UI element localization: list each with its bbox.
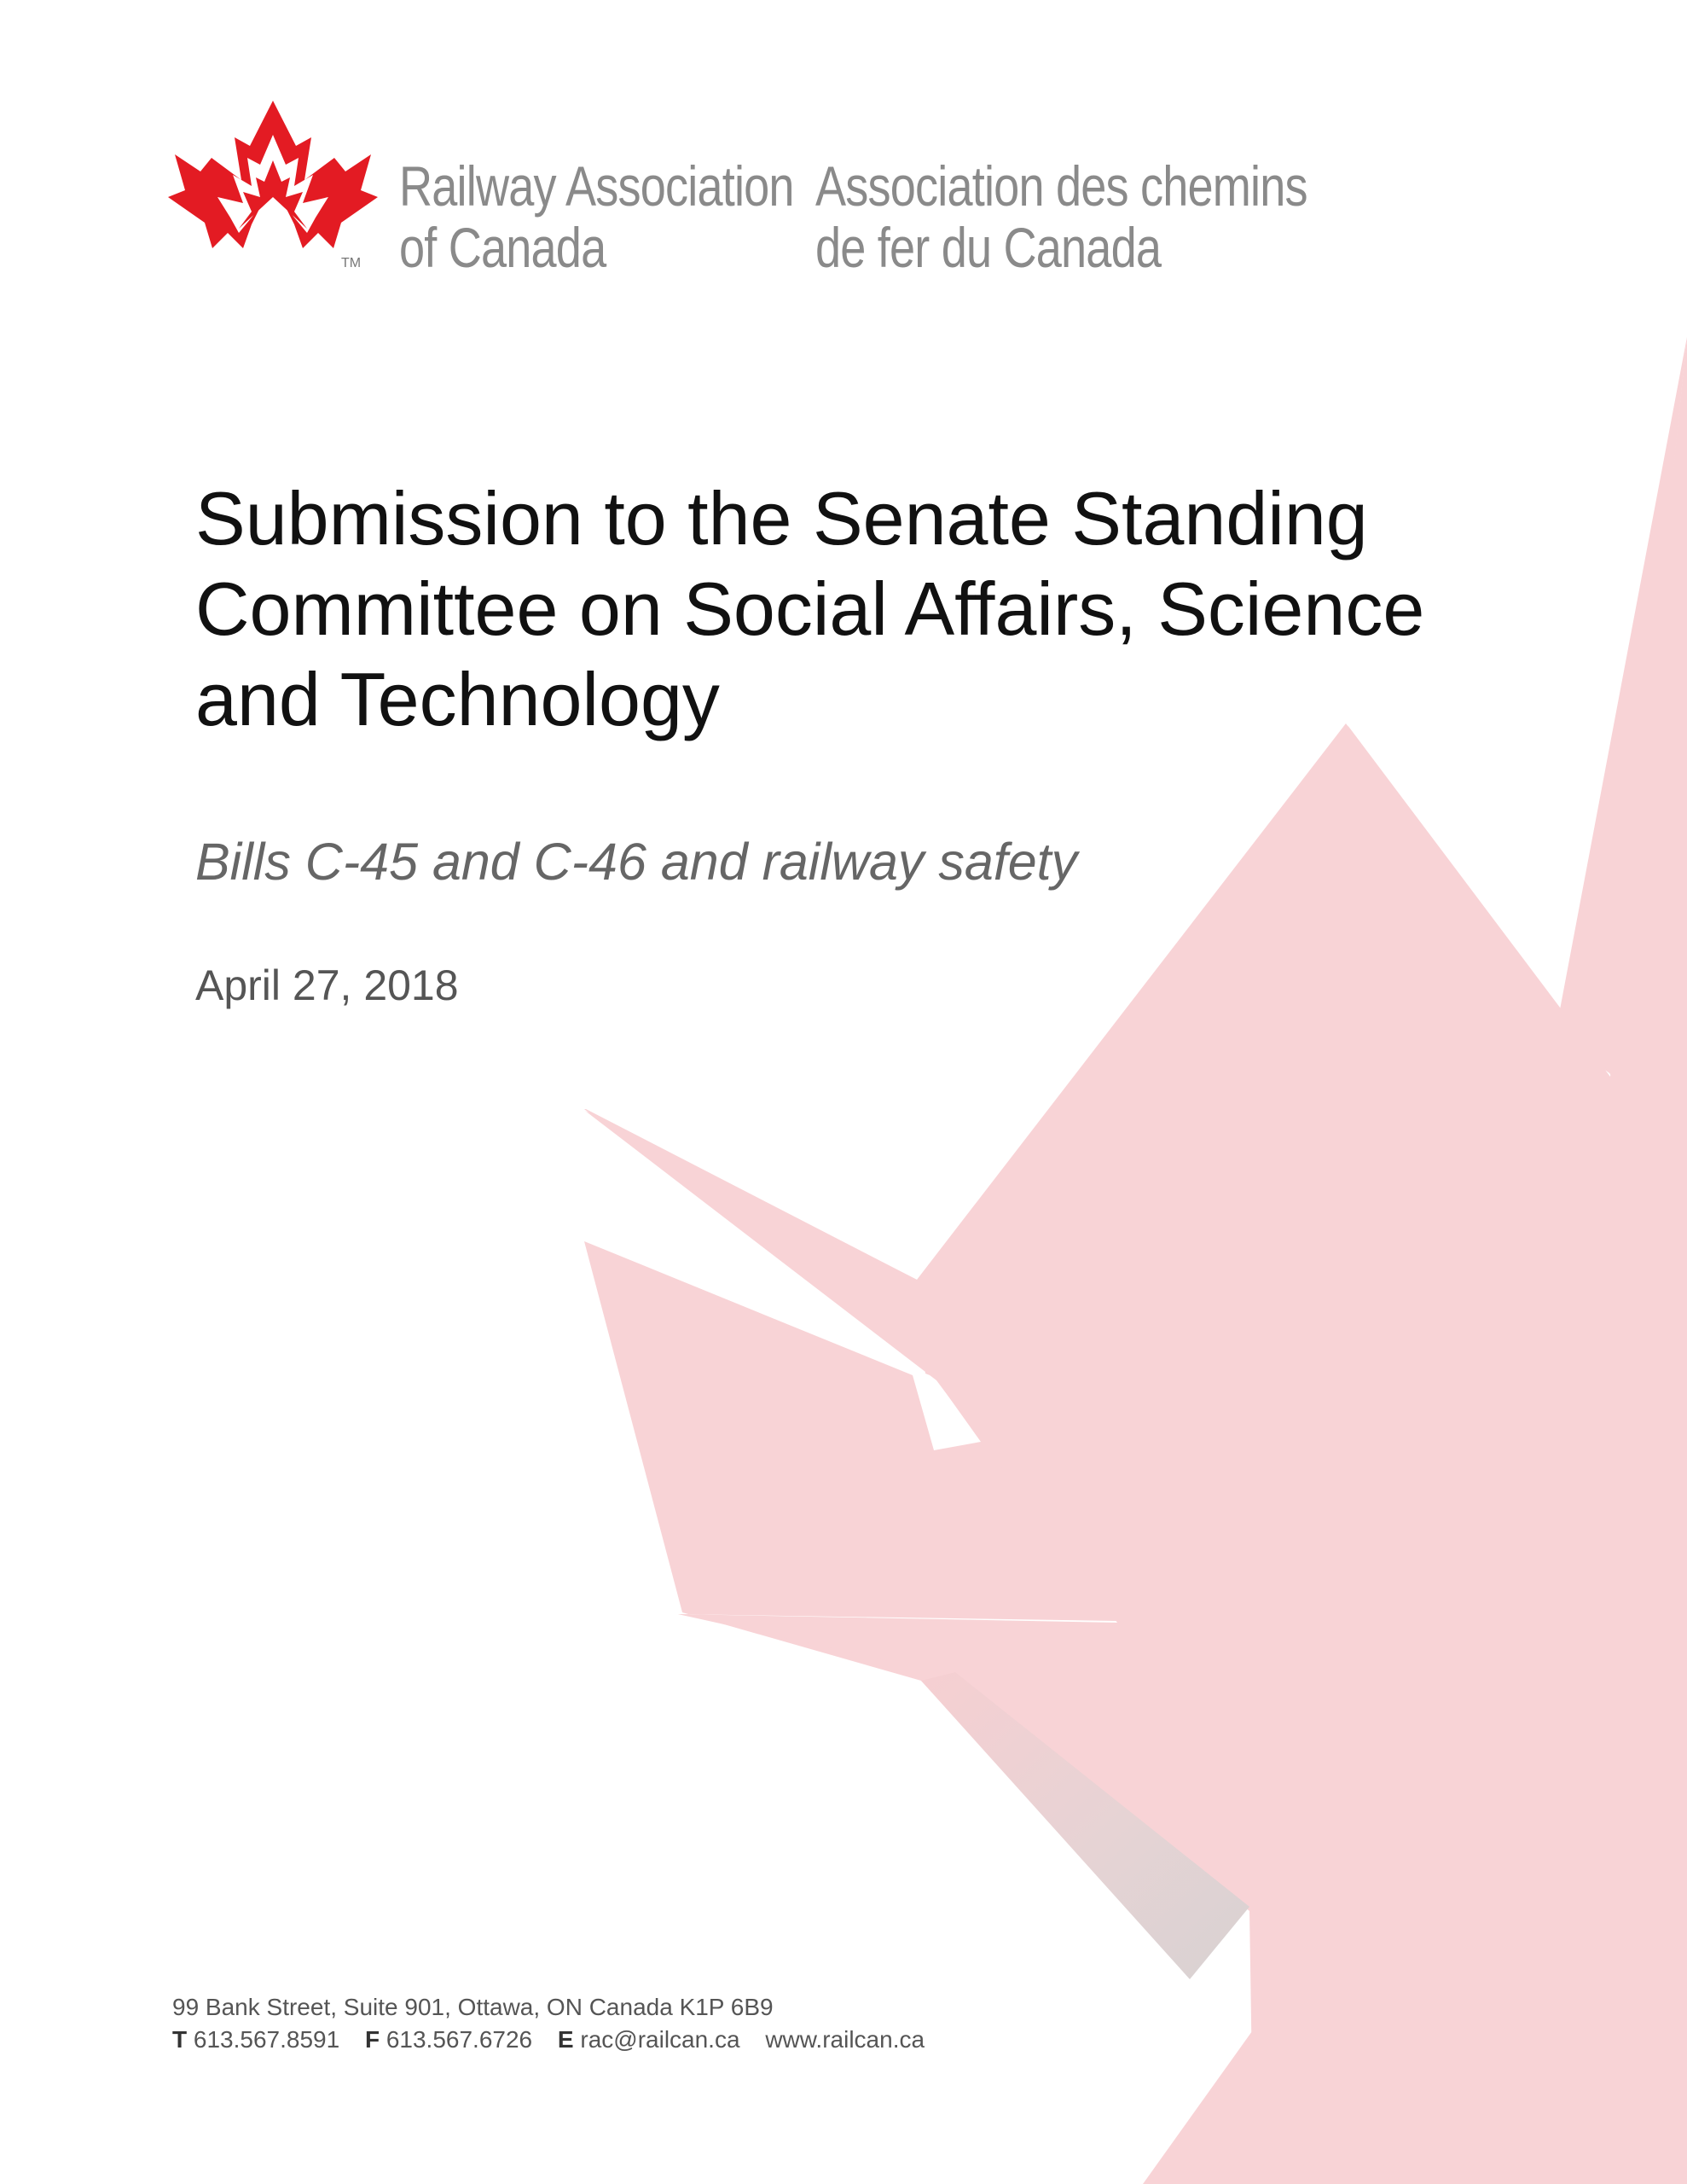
document-date: April 27, 2018	[195, 961, 459, 1009]
logo-name-french-line2: de fer du Canada	[815, 216, 1162, 279]
logo-name-english-line2: of Canada	[399, 216, 606, 279]
website-link: www.railcan.ca	[765, 2026, 925, 2053]
document-title-line2: Committee on Social Affairs, Science	[195, 566, 1425, 651]
logo-name-english	[399, 155, 794, 278]
phone-label: T	[172, 2026, 188, 2053]
document-title-line3: and Technology	[195, 657, 720, 741]
phone-number: 613.567.8591	[193, 2026, 340, 2053]
document-subtitle: Bills C-45 and C-46 and railway safety	[195, 833, 1078, 891]
document-title	[195, 473, 1526, 745]
logo-name-french	[815, 155, 1307, 278]
fax-label: F	[364, 2026, 380, 2053]
footer-address: 99 Bank Street, Suite 901, Ottawa, ON Canada K1P 6B9	[172, 1994, 774, 2020]
footer-contact-line	[172, 2024, 925, 2056]
logo-name-french-line1: Association des chemins	[815, 154, 1307, 218]
footer-contact	[172, 1991, 925, 2056]
trademark-symbol: TM	[341, 256, 362, 270]
logo-name-english-line1: Railway Association	[399, 154, 794, 218]
document-title-line1: Submission to the Senate Standing	[195, 476, 1368, 561]
fax-number: 613.567.6726	[386, 2026, 533, 2053]
email-label: E	[557, 2026, 574, 2053]
maple-leaf-icon	[166, 96, 380, 271]
email-address: rac@railcan.ca	[580, 2026, 740, 2053]
